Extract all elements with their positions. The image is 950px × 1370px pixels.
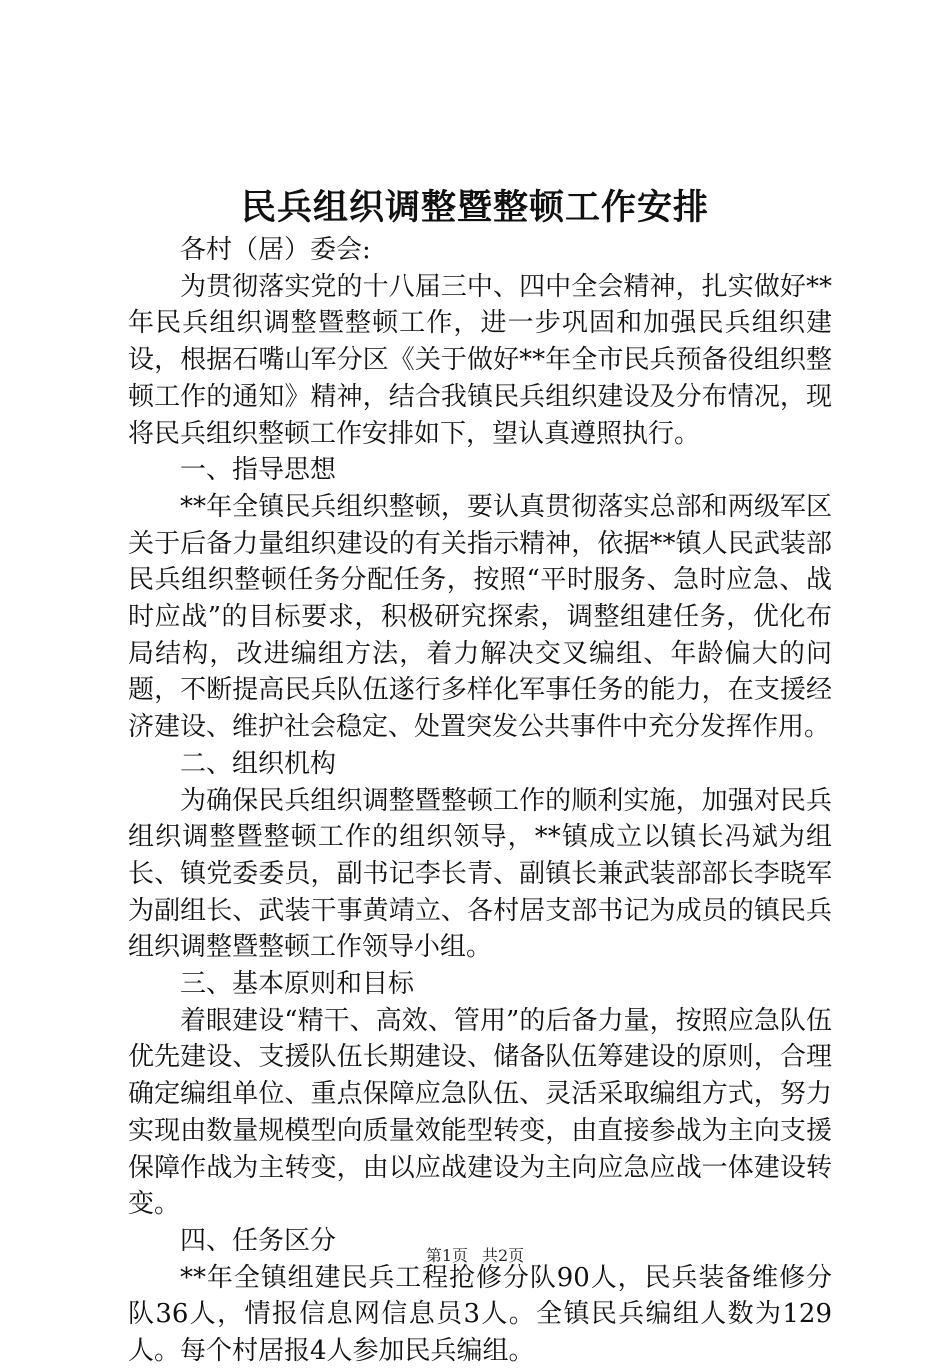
document-body (128, 232, 832, 1370)
section-text-organization: 为确保民兵组织调整暨整顿工作的顺利实施，加强对民兵组织调整暨整顿工作的组织领导，**镇成立以镇长冯斌为组长、镇党委委员，副书记李长青、副镇长兼武装部部长李晓军为副组长、武装干事黄靖立、各村居支部书记为成员的镇民兵组织调整暨整顿工作领导小组。 (128, 785, 832, 963)
page-total: 共2页 (482, 1246, 525, 1265)
salutation: 各村（居）委会: (180, 235, 371, 265)
section-heading-guiding-thought: 一、指导思想 (180, 455, 337, 486)
section-heading-tasks: 四、任务区分 (180, 1225, 337, 1256)
document-title: 民兵组织调整暨整顿工作安排 (240, 187, 709, 228)
page-number: 第1页 (425, 1246, 468, 1265)
section-text-principles: 着眼建设“精干、高效、管用”的后备力量，按照应急队伍优先建设、支援队伍长期建设、储备队伍筹建设的原则，合理确定编组单位、重点保障应急队伍、灵活采取编组方式，努力实现由数量规模型向质量效能型转变，由直接参战为主向支援保障作战为主转变，由以应战建设为主向应急应战一体建设转变。 (128, 1005, 832, 1220)
intro-paragraph: 为贯彻落实党的十八届三中、四中全会精神，扎实做好**年民兵组织调整暨整顿工作，进一步巩固和加强民兵组织建设，根据石嘴山军分区《关于做好**年全市民兵预备役组织整顿工作的通知》精神，结合我镇民兵组织建设及分布情况，现将民兵组织整顿工作安排如下，望认真遵照执行。 (128, 271, 832, 449)
section-heading-principles: 三、基本原则和目标 (180, 969, 415, 1000)
section-heading-organization: 二、组织机构 (180, 748, 337, 779)
section-text-guiding-thought: **年全镇民兵组织整顿，要认真贯彻落实总部和两级军区关于后备力量组织建设的有关指示精神，依据**镇人民武装部民兵组织整顿任务分配任务，按照“平时服务、急时应急、战时应战”的目标要求，积极研究探索，调整组建任务，优化布局结构，改进编组方法，着力解决交叉编组、年龄偏大的问题，不断提高民兵队伍遂行多样化军事任务的能力，在支援经济建设、维护社会稳定、处置突发公共事件中充分发挥作用。 (128, 491, 832, 743)
section-text-tasks: **年全镇组建民兵工程抢修分队90人，民兵装备维修分队36人，情报信息网信息员3人。全镇民兵编组人数为129人。每个村居报4人参加民兵编组。 (128, 1262, 832, 1367)
page-footer (0, 1244, 950, 1268)
